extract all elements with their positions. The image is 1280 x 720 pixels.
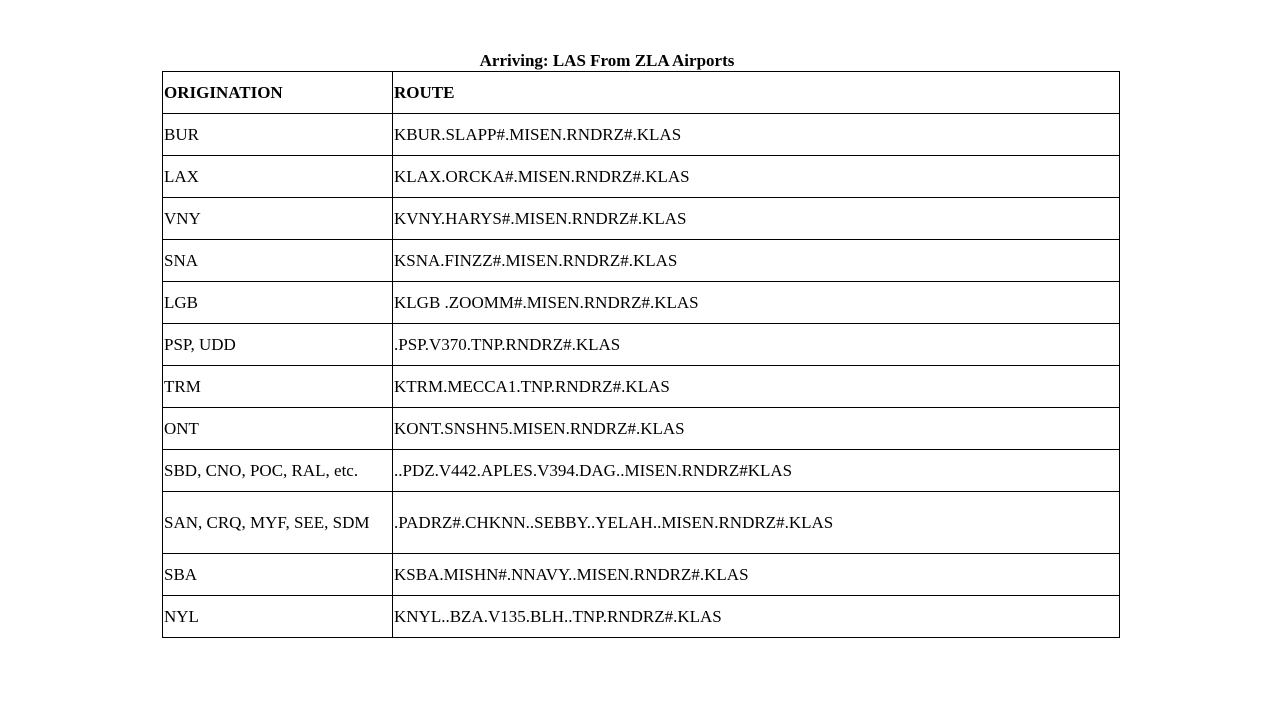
table-row — [163, 554, 1120, 596]
origination-cell: SBA — [163, 554, 393, 596]
table-row — [163, 596, 1120, 638]
table-row — [163, 156, 1120, 198]
route-cell: KBUR.SLAPP#.MISEN.RNDRZ#.KLAS — [393, 114, 1120, 156]
table-row — [163, 114, 1120, 156]
route-cell: KNYL..BZA.V135.BLH..TNP.RNDRZ#.KLAS — [393, 596, 1120, 638]
origination-cell: TRM — [163, 366, 393, 408]
table-header-row — [163, 72, 1120, 114]
origination-cell: ONT — [163, 408, 393, 450]
route-cell: KSNA.FINZZ#.MISEN.RNDRZ#.KLAS — [393, 240, 1120, 282]
route-cell: KLGB .ZOOMM#.MISEN.RNDRZ#.KLAS — [393, 282, 1120, 324]
route-cell: .PSP.V370.TNP.RNDRZ#.KLAS — [393, 324, 1120, 366]
table-row — [163, 282, 1120, 324]
origination-cell: SAN, CRQ, MYF, SEE, SDM — [163, 492, 393, 554]
route-cell: KLAX.ORCKA#.MISEN.RNDRZ#.KLAS — [393, 156, 1120, 198]
origination-cell: LAX — [163, 156, 393, 198]
origination-cell: SNA — [163, 240, 393, 282]
table-row — [163, 450, 1120, 492]
header-route: ROUTE — [393, 72, 1120, 114]
route-cell: KVNY.HARYS#.MISEN.RNDRZ#.KLAS — [393, 198, 1120, 240]
page-title: Arriving: LAS From ZLA Airports — [479, 51, 735, 70]
origination-cell: VNY — [163, 198, 393, 240]
origination-cell: NYL — [163, 596, 393, 638]
origination-cell: BUR — [163, 114, 393, 156]
origination-cell: LGB — [163, 282, 393, 324]
route-cell: .PADRZ#.CHKNN..SEBBY..YELAH..MISEN.RNDRZ#.KLAS — [393, 492, 1120, 554]
origination-cell: PSP, UDD — [163, 324, 393, 366]
route-cell: ..PDZ.V442.APLES.V394.DAG..MISEN.RNDRZ#KLAS — [393, 450, 1120, 492]
origination-cell: SBD, CNO, POC, RAL, etc. — [163, 450, 393, 492]
route-cell: KONT.SNSHN5.MISEN.RNDRZ#.KLAS — [393, 408, 1120, 450]
route-cell: KSBA.MISHN#.NNAVY..MISEN.RNDRZ#.KLAS — [393, 554, 1120, 596]
table-row — [163, 324, 1120, 366]
routes-table — [162, 71, 1120, 638]
table-row — [163, 408, 1120, 450]
route-cell: KTRM.MECCA1.TNP.RNDRZ#.KLAS — [393, 366, 1120, 408]
header-origination: ORIGINATION — [163, 72, 393, 114]
table-row — [163, 240, 1120, 282]
table-row — [163, 366, 1120, 408]
table-row — [163, 492, 1120, 554]
table-row — [163, 198, 1120, 240]
